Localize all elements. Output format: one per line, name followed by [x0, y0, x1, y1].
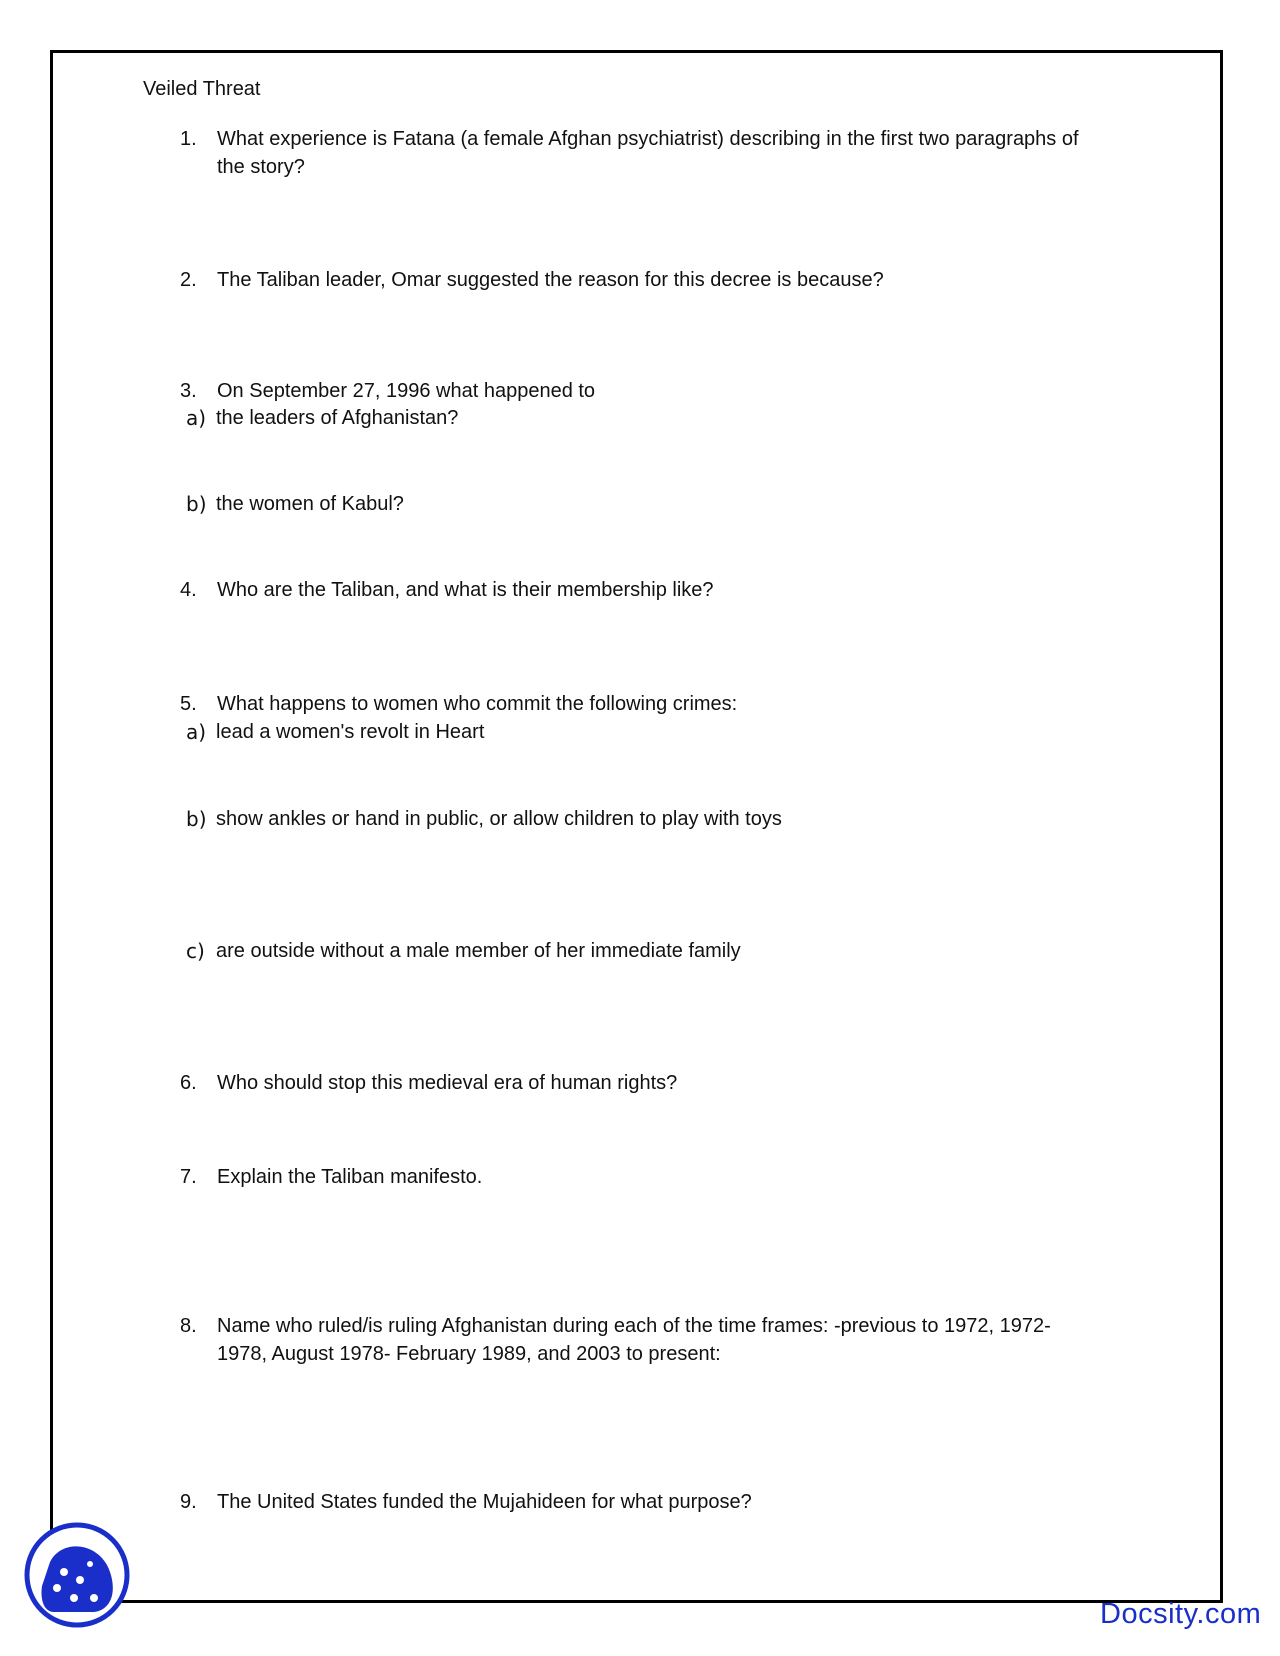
question-3-sub-b: [186, 490, 1086, 518]
sub-letter: a): [186, 720, 207, 744]
question-3-sub-a: [186, 404, 1086, 432]
sub-text: are outside without a male member of her immediate family: [216, 940, 741, 962]
sub-letter: b): [186, 492, 207, 516]
sub-letter: c): [186, 939, 205, 963]
question-number: 1.: [180, 128, 197, 150]
document-title: Veiled Threat: [143, 78, 261, 100]
docsity-brand[interactable]: [1100, 1597, 1261, 1631]
sub-text: lead a women's revolt in Heart: [216, 721, 485, 743]
question-5: [180, 690, 1180, 718]
question-text: The United States funded the Mujahideen for what purpose?: [217, 1491, 752, 1513]
question-text: What happens to women who commit the following crimes:: [217, 693, 738, 715]
question-number: 8.: [180, 1315, 197, 1337]
question-7: [180, 1163, 1180, 1191]
sub-text: the women of Kabul?: [216, 493, 404, 515]
question-3: [180, 377, 1180, 405]
question-1: [180, 125, 1100, 181]
question-text: Explain the Taliban manifesto.: [217, 1166, 483, 1188]
question-text: On September 27, 1996 what happened to: [217, 380, 596, 402]
question-text: Name who ruled/is ruling Afghanistan during each of the time frames: -previous to 1972, 1972-1978, August 1978- February 1989, and 2003 to present:: [217, 1315, 1051, 1365]
question-5-sub-c: [186, 937, 1086, 965]
sub-text: show ankles or hand in public, or allow children to play with toys: [216, 808, 782, 830]
question-number: 5.: [180, 693, 197, 715]
sub-text: the leaders of Afghanistan?: [216, 407, 459, 429]
question-text: What experience is Fatana (a female Afghan psychiatrist) describing in the first two paragraphs of the story?: [217, 128, 1079, 178]
question-number: 2.: [180, 269, 197, 291]
docsity-logo-icon: [22, 1520, 132, 1630]
question-4: [180, 576, 1180, 604]
question-text: Who are the Taliban, and what is their membership like?: [217, 579, 714, 601]
sub-letter: a): [186, 406, 207, 430]
question-5-sub-b: [186, 805, 1086, 833]
question-text: The Taliban leader, Omar suggested the reason for this decree is because?: [217, 269, 884, 291]
question-5-sub-a: [186, 718, 1086, 746]
question-text: Who should stop this medieval era of human rights?: [217, 1072, 678, 1094]
question-number: 4.: [180, 579, 197, 601]
brand-suffix: .com: [1196, 1598, 1262, 1630]
question-number: 3.: [180, 380, 197, 402]
question-number: 7.: [180, 1166, 197, 1188]
question-number: 6.: [180, 1072, 197, 1094]
brand-name: Docsity: [1100, 1598, 1197, 1630]
question-2: [180, 266, 1180, 294]
sub-letter: b): [186, 807, 207, 831]
question-6: [180, 1069, 1180, 1097]
question-9: [180, 1488, 1180, 1516]
question-8: [180, 1312, 1080, 1368]
question-number: 9.: [180, 1491, 197, 1513]
